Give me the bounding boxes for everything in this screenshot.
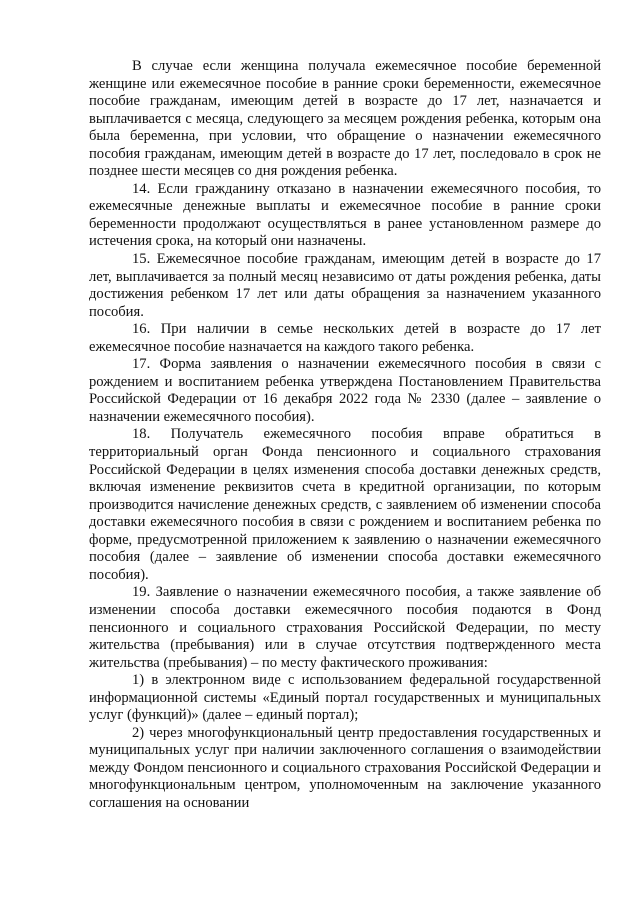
paragraph-19-item-1: 1) в электронном виде с использованием федеральной государственной информационной системы «Единый портал государственных и муниципальных услуг (функций)» (далее – единый портал); xyxy=(89,672,601,724)
paragraph-15: 15. Ежемесячное пособие гражданам, имеющим детей в возрасте до 17 лет, выплачивается за полный месяц независимо от даты рождения ребенка, даты достижения ребенком 17 лет или даты обращения за назначением указанного пособия. xyxy=(89,251,601,320)
paragraph-14: 14. Если гражданину отказано в назначении ежемесячного пособия, то ежемесячные денежные выплаты и ежемесячное пособие в ранние сроки беременности продолжают осуществляться в ранее установленном размере до истечения срока, на который они назначены. xyxy=(89,180,601,250)
paragraph-19-item-2: 2) через многофункциональный центр предоставления государственных и муниципальных услуг при наличии заключенного соглашения о взаимодействии между Фондом пенсионного и социального страхования Российской Федерации и многофункциональным центром, уполномоченным на заключение указанного соглашения на основании xyxy=(89,724,601,811)
paragraph-17: 17. Форма заявления о назначении ежемесячного пособия в связи с рождением и воспитанием ребенка утверждена Постановлением Правительства Российской Федерации от 16 декабря 2022 года № 2330 (далее – заявление о назначении ежемесячного пособия). xyxy=(89,356,601,425)
paragraph-19: 19. Заявление о назначении ежемесячного пособия, а также заявление об изменении способа доставки ежемесячного пособия подаются в Фонд пенсионного и социального страхования Российской Федерации, по месту жительства (пребывания) или в случае отсутствия подтвержденного места жительства (пребывания) – по месту фактического проживания: xyxy=(89,584,601,671)
paragraph-16: 16. При наличии в семье нескольких детей в возрасте до 17 лет ежемесячное пособие назначается на каждого такого ребенка. xyxy=(89,321,601,355)
paragraph-intro: В случае если женщина получала ежемесячное пособие беременной женщине или ежемесячное пособие в ранние сроки беременности, ежемесячное пособие гражданам, имеющим детей в возрасте до 17 лет, назначается и выплачивается с месяца, следующего за месяцем рождения ребенка, которым она была беременна, при условии, что обращение о назначении ежемесячного пособия гражданам, имеющим детей в возрасте до 17 лет, последовало в срок не позднее шести месяцев со дня рождения ребенка. xyxy=(89,58,601,180)
paragraph-18: 18. Получатель ежемесячного пособия вправе обратиться в территориальный орган Фонда пенсионного и социального страхования Российской Федерации в целях изменения способа доставки денежных средств, включая изменение реквизитов счета в кредитной организации, по которым производится начисление денежных средств, с заявлением об изменении способа доставки ежемесячного пособия в связи с рождением и воспитанием ребенка по форме, предусмотренной приложением к заявлению о назначении ежемесячного пособия (далее – заявление об изменении способа доставки ежемесячного пособия). xyxy=(89,426,601,583)
document-page xyxy=(89,58,601,813)
